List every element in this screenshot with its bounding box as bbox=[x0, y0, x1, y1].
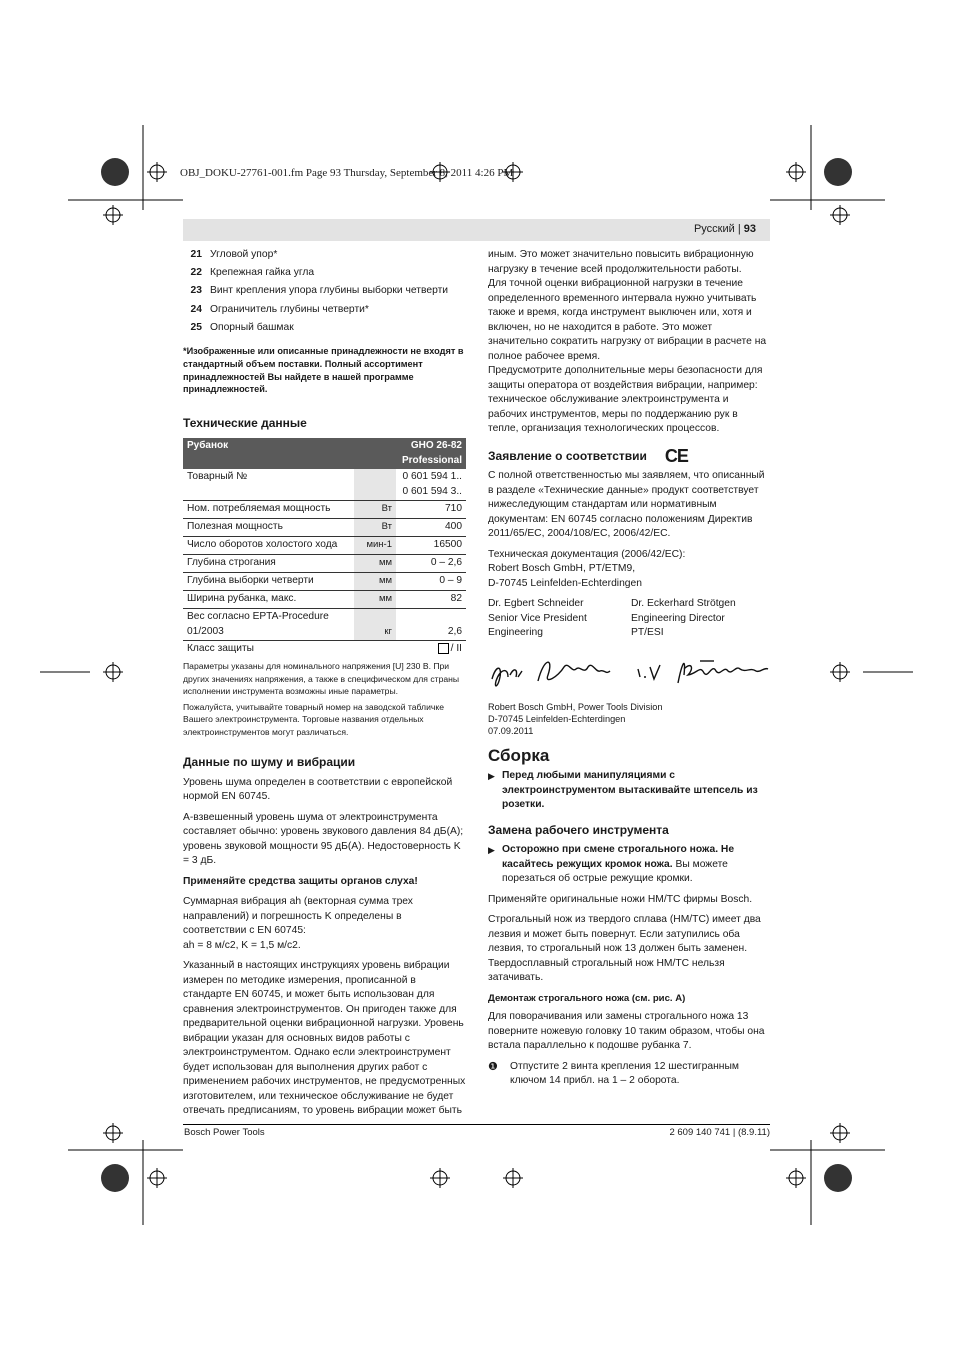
table-row bbox=[183, 519, 466, 537]
tool-change-heading: Замена рабочего инструмента bbox=[488, 822, 669, 837]
row-unit: мм bbox=[354, 573, 396, 591]
list-item bbox=[183, 264, 467, 282]
item-text: Угловой упор* bbox=[210, 248, 278, 260]
table-row bbox=[183, 555, 466, 573]
tool-paragraph: Строгальный нож из твердого сплава (HM/TC) имеет два лезвия и может быть повернут. Если затупились оба лезвия, то строгальный нож 13 должен быть заменен. Твердосплавный строгальный нож HM/TC нельзя затачивать. bbox=[488, 914, 761, 983]
warning-item bbox=[488, 769, 770, 813]
conformity-paragraph: С полной ответственностью мы заявляем, что описанный в разделе «Технические данные» продукт соответствует нижеследующим стандартам или нормативным документам: EN 60745 согласно положениям Директив 2011/65/EC, 2004/108/EC, 2006/42/EC. bbox=[488, 470, 765, 539]
noise-paragraph: Уровень шума определен в соответствии с европейской нормой EN 60745. bbox=[183, 776, 453, 803]
row-value: 16500 bbox=[396, 537, 466, 555]
row-value: 0 – 2,6 bbox=[396, 555, 466, 573]
row-label: Полезная мощность bbox=[183, 519, 354, 537]
product-label: Рубанок bbox=[183, 438, 396, 469]
header-language: Русский bbox=[693, 223, 735, 235]
footer-rule bbox=[183, 1124, 770, 1125]
hearing-protection-note: Применяйте средства защиты органов слуха! bbox=[183, 875, 418, 887]
row-unit: мм bbox=[354, 555, 396, 573]
vibration-values: ah = 8 м/с2, K = 1,5 м/с2. bbox=[183, 939, 301, 951]
row-label: Класс защиты bbox=[187, 643, 254, 655]
table-row bbox=[183, 609, 466, 641]
tech-data-table bbox=[183, 438, 466, 658]
row-unit bbox=[354, 641, 396, 659]
table-row bbox=[183, 641, 466, 659]
company-address: D-70745 Leinfelden-Echterdingen bbox=[488, 713, 626, 724]
item-number: 25 bbox=[190, 322, 202, 334]
item-text: Ограничитель глубины четверти* bbox=[210, 303, 369, 315]
signatory-title: Senior Vice President bbox=[488, 612, 587, 624]
vibration-paragraph: Указанный в настоящих инструкциях уровень вибрации измерен по методике измерения, прописанной в стандарте EN 60745, и может быть использован для сравнения электроинструментов. Он пригоден также для предварительной оценки вибрационной нагрузки. Уровень вибрации указан для основных видов работы с электроинструментом. Однако если электроинструмент будет использован для выполнения других работ с применением рабочих инструментов, не предусмотренных изготовителем, или техническое обслуживание не будет отвечать предписаниям, то уровень вибрации может быть bbox=[183, 960, 466, 1117]
conformity-heading-row bbox=[488, 445, 770, 466]
row-unit: кг bbox=[354, 609, 396, 641]
row-unit: мм bbox=[354, 591, 396, 609]
footer-left: Bosch Power Tools bbox=[184, 1127, 265, 1138]
step-text: Отпустите 2 винта крепления 12 шестигранным ключом 14 прибл. на 1 – 2 оборота. bbox=[510, 1060, 739, 1086]
page-header bbox=[183, 219, 770, 241]
vibration-paragraph: Для точной оценки вибрационной нагрузки в течение определенного временного интервала нужно учитывать также и время, когда инструмент выключен или, хотя и включен, но не находится в работе. Это может значительно сократить нагрузку от вибрации в расчете на полное рабочее время. bbox=[488, 278, 767, 362]
warning-text: Перед любыми манипуляциями с электроинструментом вытаскивайте штепсель из розетки. bbox=[502, 770, 758, 810]
row-label: Вес согласно EPTA-Procedure 01/2003 bbox=[183, 609, 354, 641]
row-unit bbox=[354, 469, 396, 501]
list-item bbox=[183, 319, 467, 337]
tech-note-voltage: Параметры указаны для номинального напряжения [U] 230 В. При других значениях напряжения, а также в специфическом для страны исполнении инструмента возможны иные параметры. bbox=[183, 661, 460, 697]
row-unit: Вт bbox=[354, 501, 396, 519]
model-name: GHO 26-82 bbox=[410, 440, 462, 452]
row-value: 400 bbox=[396, 519, 466, 537]
item-text: Крепежная гайка угла bbox=[210, 267, 315, 279]
signatory-name: Dr. Eckerhard Strötgen bbox=[631, 598, 736, 609]
item-number: 24 bbox=[190, 303, 202, 315]
table-row bbox=[183, 573, 466, 591]
triangle-bullet-icon: ▶ bbox=[488, 771, 495, 781]
row-value: 0 601 594 1.. 0 601 594 3.. bbox=[396, 469, 466, 501]
list-item bbox=[183, 301, 467, 319]
row-value: 0 – 9 bbox=[396, 573, 466, 591]
accessory-note: *Изображенные или описанные принадлежности не входят в стандартный объем поставки. Полный ассортимент принадлежностей Вы найдете в нашей программе принадлежностей. bbox=[183, 346, 464, 395]
table-header-row bbox=[183, 438, 466, 469]
row-unit: мин-1 bbox=[354, 537, 396, 555]
vibration-paragraph: иным. Это может значительно повысить вибрационную нагрузку в течение всей продолжительности работы. bbox=[488, 249, 754, 275]
signatory-left bbox=[488, 597, 631, 641]
row-unit: Вт bbox=[354, 519, 396, 537]
step-one-icon: ❶ bbox=[488, 1060, 498, 1073]
noise-heading: Данные по шуму и вибрации bbox=[183, 755, 356, 770]
techdoc-line: D-70745 Leinfelden-Echterdingen bbox=[488, 577, 642, 589]
row-value: / II bbox=[396, 641, 466, 659]
signatory-dept: Engineering bbox=[488, 627, 543, 638]
triangle-bullet-icon: ▶ bbox=[488, 845, 495, 855]
parts-list bbox=[183, 246, 467, 337]
row-label: Товарный № bbox=[183, 469, 354, 501]
item-text: Опорный башмак bbox=[210, 322, 294, 334]
list-item bbox=[183, 283, 467, 301]
item-number: 23 bbox=[190, 285, 202, 297]
company-name: Robert Bosch GmbH, Power Tools Division bbox=[488, 701, 663, 712]
left-column bbox=[183, 246, 467, 1119]
tech-heading: Технические данные bbox=[183, 415, 307, 430]
item-number: 21 bbox=[190, 248, 202, 260]
company-block bbox=[488, 701, 770, 737]
step-item bbox=[488, 1060, 770, 1089]
page-number: 93 bbox=[743, 223, 756, 235]
header-language-page bbox=[694, 223, 756, 235]
item-text: Винт крепления упора глубины выборки четверти bbox=[210, 285, 449, 297]
row-value: 710 bbox=[396, 501, 466, 519]
demount-paragraph: Для поворачивания или замены строгального ножа 13 поверните ножевую головку 10 таким образом, чтобы она встала параллельно к подошве рубанка 7. bbox=[488, 1011, 765, 1051]
signatories bbox=[488, 597, 770, 641]
model-edition: Professional bbox=[401, 454, 462, 466]
row-label: Ширина рубанка, макс. bbox=[183, 591, 354, 609]
row-label: Глубина строгания bbox=[183, 555, 354, 573]
vibration-paragraph: Суммарная вибрация ah (векторная сумма трех направлений) и погрешность K определены в соответствии с EN 60745: bbox=[183, 896, 413, 937]
signatory-dept: PT/ESI bbox=[631, 627, 664, 638]
declaration-date: 07.09.2011 bbox=[488, 725, 534, 736]
file-slug: OBJ_DOKU-27761-001.fm Page 93 Thursday, September 8, 2011 4:26 PM bbox=[180, 167, 514, 179]
footer-right: 2 609 140 741 | (8.9.11) bbox=[669, 1127, 770, 1138]
table-row bbox=[183, 591, 466, 609]
table-row bbox=[183, 501, 466, 519]
row-value: 82 bbox=[396, 591, 466, 609]
ce-mark-icon: CE bbox=[664, 445, 688, 466]
row-label: Ном. потребляемая мощность bbox=[183, 501, 354, 519]
header-separator: | bbox=[737, 223, 741, 235]
assembly-heading: Сборка bbox=[488, 745, 550, 765]
tool-paragraph: Применяйте оригинальные ножи HM/TC фирмы Bosch. bbox=[488, 893, 753, 905]
row-label: Глубина выборки четверти bbox=[183, 573, 354, 591]
tech-note-article: Пожалуйста, учитывайте товарный номер на заводской табличке Вашего электроинструмента. Торговые названия отдельных электроинструментов могут различаться. bbox=[183, 701, 444, 737]
warning-item bbox=[488, 843, 770, 887]
protection-class-icon bbox=[438, 643, 449, 654]
warning-text: Осторожно при смене строгального ножа. Не касайтесь режущих кромок ножа. Вы можете порезаться об острые режущие кромки. bbox=[502, 844, 735, 884]
demount-heading: Демонтаж строгального ножа (см. рис. A) bbox=[488, 992, 686, 1004]
right-column bbox=[488, 248, 770, 1089]
noise-paragraph: А-взвешенный уровень шума от электроинструмента составляет обычно: уровень звукового давления 84 дБ(A); уровень звуковой мощности 95 дБ(A). Недостоверность K = 3 дБ. bbox=[183, 811, 464, 867]
signatory-name: Dr. Egbert Schneider bbox=[488, 598, 584, 609]
table-row bbox=[183, 537, 466, 555]
row-value: 2,6 bbox=[396, 609, 466, 641]
conformity-heading: Заявление о соответствии bbox=[488, 448, 647, 463]
techdoc-line: Robert Bosch GmbH, PT/ETM9, bbox=[488, 563, 636, 574]
techdoc-line: Техническая документация (2006/42/EC): bbox=[488, 548, 686, 560]
list-item bbox=[183, 246, 467, 264]
vibration-paragraph: Предусмотрите дополнительные меры безопасности для защиты оператора от воздействия вибрации, например: техническое обслуживание электроинструмента и рабочих инструментов, меры по поддержанию рук в тепле, организация технологических процессов. bbox=[488, 365, 763, 434]
row-label: Число оборотов холостого хода bbox=[183, 537, 354, 555]
signatory-title: Engineering Director bbox=[631, 612, 725, 624]
signatory-right bbox=[631, 597, 771, 641]
item-number: 22 bbox=[190, 267, 202, 279]
table-row bbox=[183, 469, 466, 501]
handwritten-signatures bbox=[488, 647, 770, 697]
